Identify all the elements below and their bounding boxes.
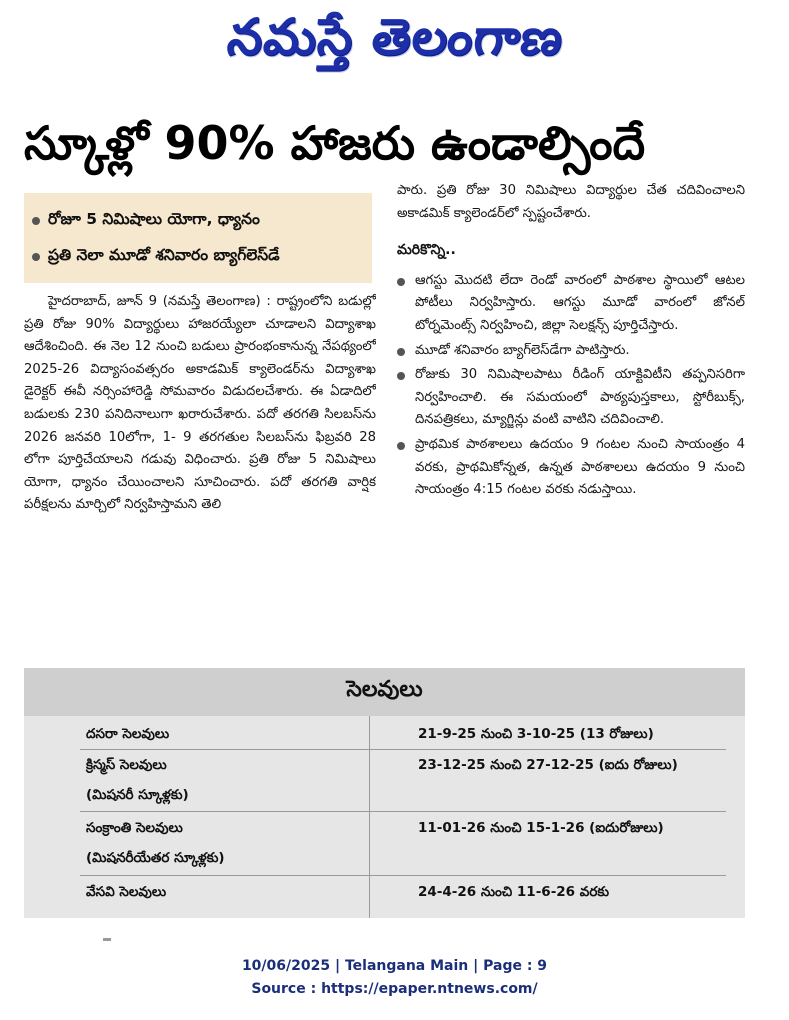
bullet-icon bbox=[397, 278, 405, 286]
bullet-icon bbox=[397, 348, 405, 356]
footer-source-link[interactable]: Source : https://epaper.ntnews.com/ bbox=[251, 981, 538, 997]
list-item bbox=[397, 364, 745, 432]
holiday-dates: 23-12-25 నుంచి 27-12-25 (ఐదు రోజులు) bbox=[418, 757, 678, 773]
highlights-box bbox=[24, 193, 372, 283]
masthead-logo-text: నమస్తే తెలంగాణ bbox=[224, 7, 567, 66]
holiday-dates bbox=[370, 850, 726, 869]
holiday-name: సంక్రాంతి సెలవులు bbox=[86, 820, 183, 836]
list-item bbox=[397, 434, 745, 502]
holiday-dates: 24-4-26 నుంచి 11-6-26 వరకు bbox=[418, 884, 610, 900]
table-row bbox=[80, 820, 726, 839]
article-left-column bbox=[24, 291, 376, 663]
highlight-item bbox=[32, 239, 364, 275]
holiday-dates: 11-01-26 నుంచి 15-1-26 (ఐదురోజులు) bbox=[418, 820, 664, 836]
article-body-text: హైదరాబాద్, జూన్ 9 (నమస్తే తెలంగాణ) : రాష్ట్రంలోని బడుల్లో ప్రతి రోజు 90% విద్యార్థులు హాజరయ్యేలా చూడాలని విద్యాశాఖ ఆదేశించింది. ఈ నెల 12 నుంచి బడులు ప్రారంభంకానున్న నేపథ్యంలో 2025-26 విద్యాసంవత్సరం అకాడమిక్ క్యాలెండర్‌ను విద్యాశాఖ డైరెక్టర్ ఈవీ నర్సింహారెడ్డి సోమవారం విడుదలచేశారు. ఈ ఏడాదిలో బడులకు 230 పనిదినాలుగా ఖరారుచేశారు. పదో తరగతి సిలబస్‌ను 2026 జనవరి 10లోగా, 1- 9 తరగతుల సిలబస్‌ను ఫిబ్రవరి 28 లోగా పూర్తిచేయాలని గడువు విధించారు. ప్రతి రోజు 5 నిమిషాలు యోగా, ధ్యానం చేయించాలని సూచించారు. పదో తరగతి వార్షిక పరీక్షలను మార్చిలో నిర్వహిస్తామని తెలి bbox=[24, 294, 376, 513]
list-item-text: ఆగస్టు మొదటి లేదా రెండో వారంలో పాఠశాల స్థాయిలో ఆటల పోటీలు నిర్వహిస్తారు. ఆగస్టు మూడో వారంలో జోనల్ టోర్నమెంట్స్ నిర్వహించి, జిల్లా సెలక్షన్స్ పూర్తిచేస్తారు. bbox=[415, 272, 745, 333]
list-item bbox=[397, 340, 745, 363]
subhead: మరికొన్ని.. bbox=[397, 242, 456, 259]
bullet-icon bbox=[397, 372, 405, 380]
holiday-name: దసరా సెలవులు bbox=[86, 726, 170, 742]
row-divider bbox=[80, 811, 726, 812]
list-item bbox=[397, 270, 745, 338]
newspaper-masthead bbox=[0, 4, 789, 82]
table-row bbox=[80, 726, 726, 745]
holiday-name: వేసవి సెలవులు bbox=[86, 884, 167, 900]
table-row bbox=[80, 787, 726, 806]
list-item-text: రోజుకు 30 నిమిషాలపాటు రీడింగ్ యాక్టివిటీని తప్పనిసరిగా నిర్వహించాలి. ఈ సమయంలో పాఠ్యపుస్తకాలు, స్టోరీబుక్స్, దినపత్రికలు, మ్యాగ్జిన్లు వంటి వాటిని చదివించాలి. bbox=[415, 367, 745, 428]
decorative-mark bbox=[103, 938, 111, 941]
row-divider bbox=[80, 875, 726, 876]
holiday-dates bbox=[370, 787, 726, 806]
table-row bbox=[80, 757, 726, 776]
table-row bbox=[80, 850, 726, 869]
holiday-name: (మిషనరీ స్కూళ్లకు) bbox=[86, 787, 189, 803]
list-item-text: ప్రాథమిక పాఠశాలలు ఉదయం 9 గంటల నుంచి సాయంత్రం 4 వరకు, ప్రాథమికోన్నత, ఉన్నత పాఠశాలలు ఉదయం 9 నుంచి సాయంత్రం 4:15 గంటల వరకు నడుస్తాయి. bbox=[415, 436, 745, 498]
table-row bbox=[80, 884, 726, 903]
highlight-item bbox=[32, 203, 364, 239]
bullet-icon bbox=[32, 253, 40, 261]
highlight-text: రోజూ 5 నిమిషాలు యోగా, ధ్యానం bbox=[48, 210, 260, 228]
holidays-table bbox=[24, 668, 745, 918]
holiday-name: (మిషనరీయేతర స్కూళ్లకు) bbox=[86, 850, 225, 866]
row-divider bbox=[80, 749, 726, 750]
article-headline: స్కూళ్లో 90% హాజరు ఉండాల్సిందే bbox=[24, 116, 646, 170]
bullet-icon bbox=[32, 217, 40, 225]
highlight-text: ప్రతి నెలా మూడో శనివారం బ్యాగ్‌లెస్‌డే bbox=[48, 246, 280, 264]
bullet-icon bbox=[397, 442, 405, 450]
holiday-name: క్రిస్మస్ సెలవులు bbox=[86, 757, 167, 773]
footer-date-page: 10/06/2025 | Telangana Main | Page : 9 bbox=[241, 958, 548, 974]
list-item-text: మూడో శనివారం బ్యాగ్‌లెస్‌డేగా పాటిస్తారు. bbox=[415, 342, 630, 358]
article-right-column bbox=[397, 180, 745, 660]
holidays-table-title: సెలవులు bbox=[24, 668, 745, 716]
holiday-dates: 21-9-25 నుంచి 3-10-25 (13 రోజులు) bbox=[418, 726, 654, 742]
article-continuation-text: పారు. ప్రతి రోజు 30 నిమిషాలు విద్యార్థుల చేత చదివించాలని అకాడమిక్ క్యాలెండర్‌లో స్పష్టంచేశారు. bbox=[397, 183, 745, 221]
